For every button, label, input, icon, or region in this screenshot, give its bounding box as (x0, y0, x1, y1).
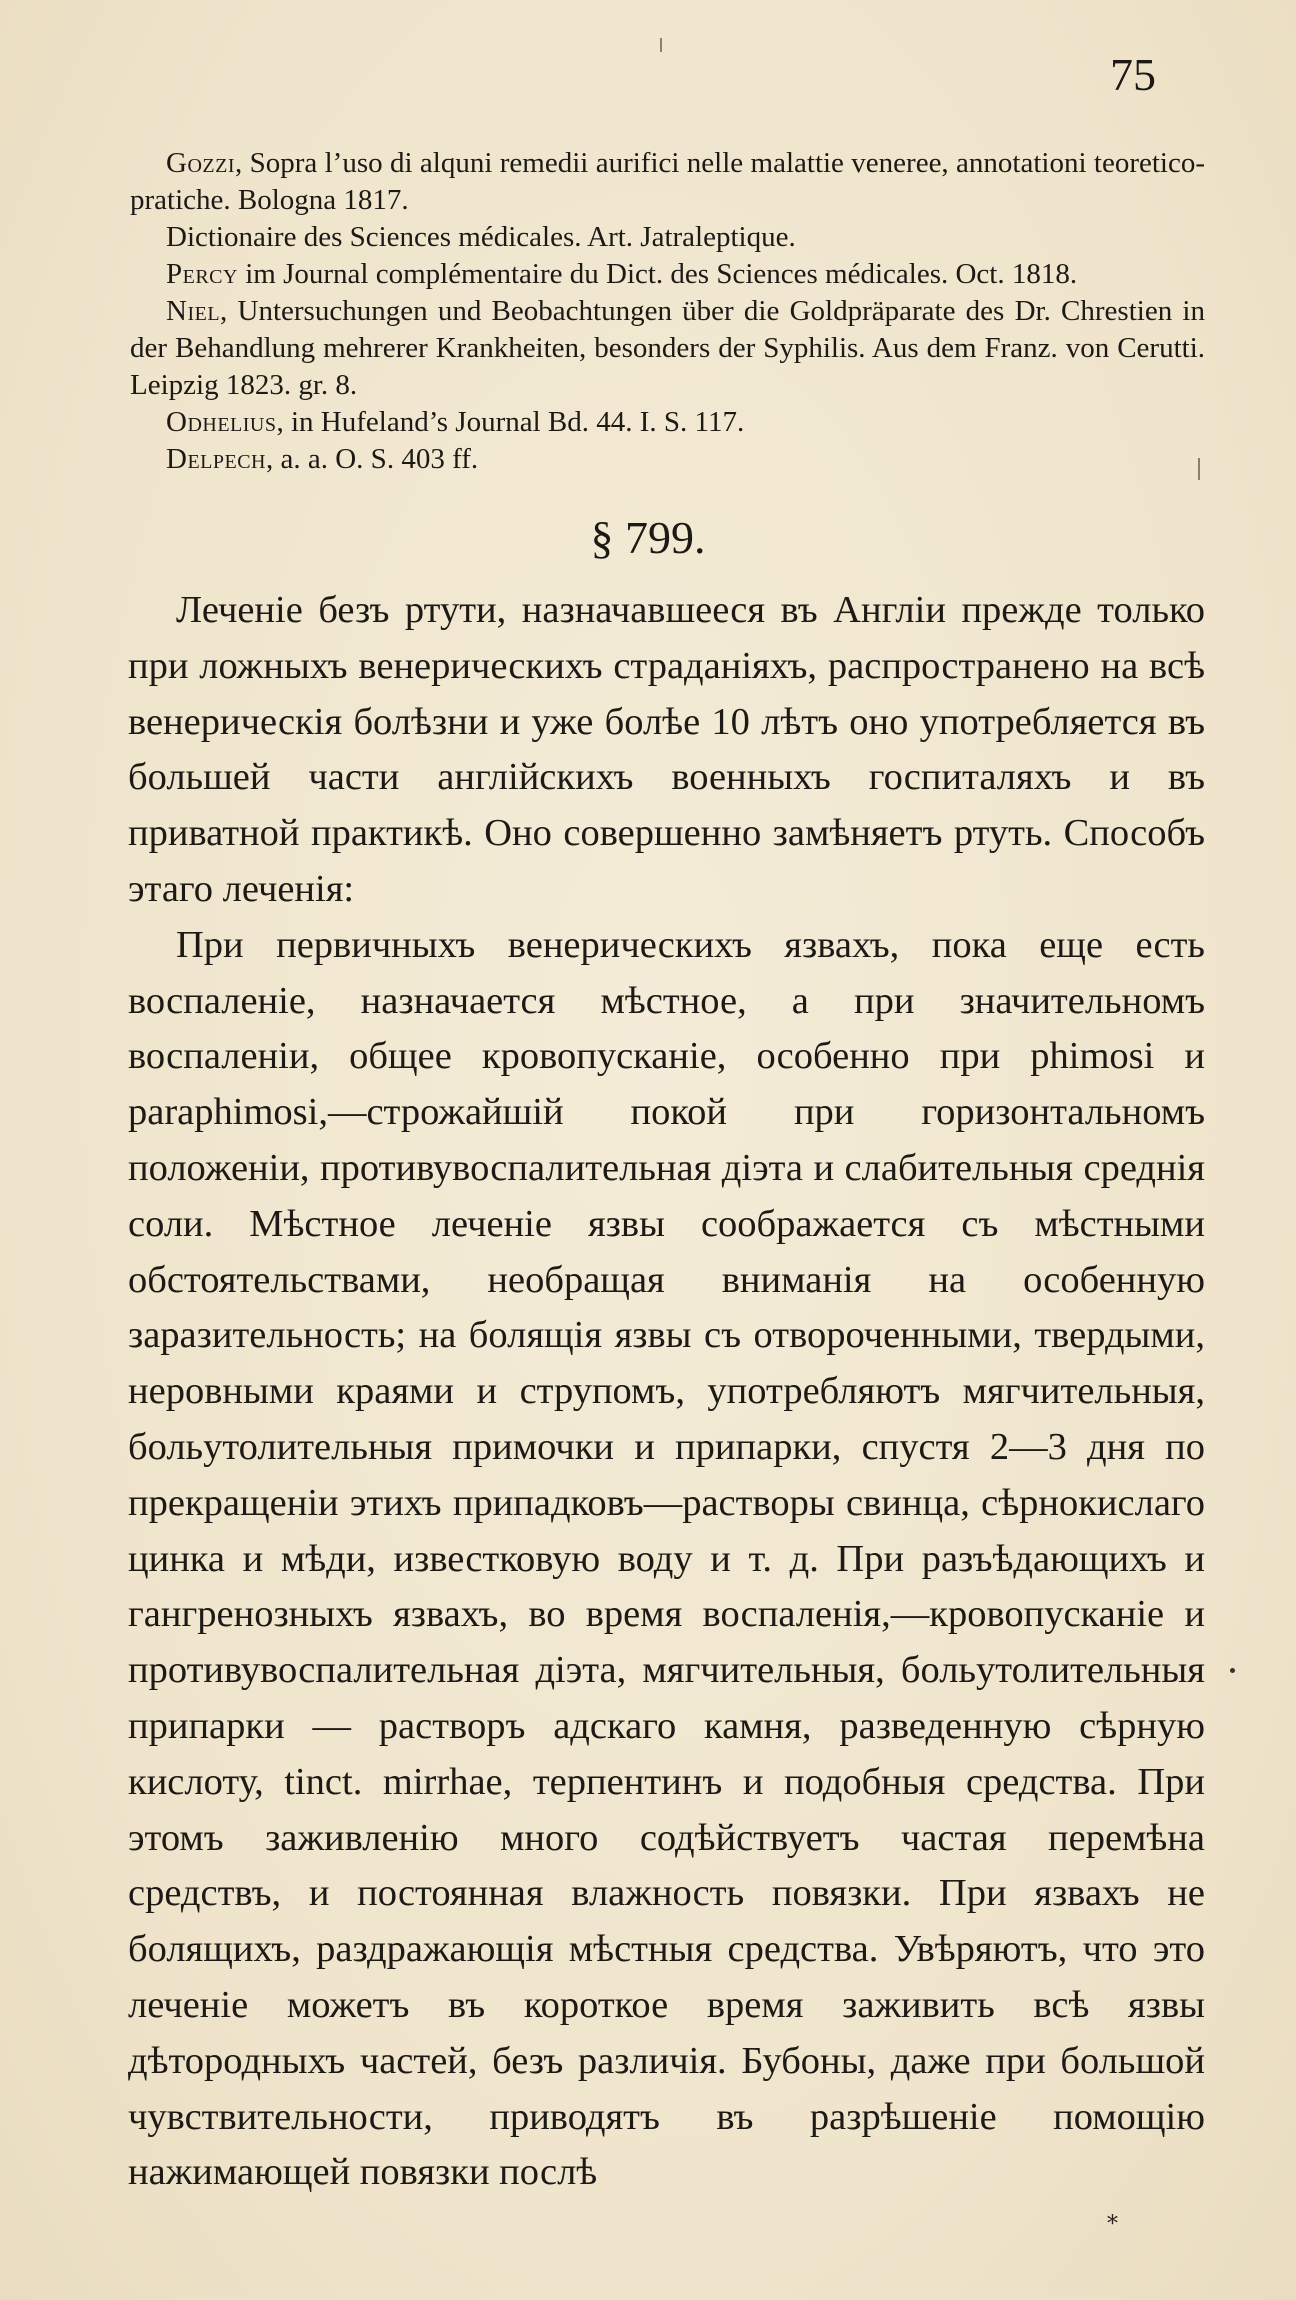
reference-entry (130, 256, 1205, 293)
reference-text: im Journal complémentaire du Dict. des Sciences médicales. Oct. 1818. (237, 258, 1078, 290)
reference-entry (130, 404, 1205, 441)
paragraph: При первичныхъ венерическихъ язвахъ, пока еще есть воспаленіе, назначается мѣстное, а при значительномъ воспаленіи, общее кровопусканіе, особенно при phimosi и paraphimosi,—строжайшій покой при горизонтальномъ положеніи, противувоспалительная діэта и слабительныя среднія соли. Мѣстное леченіе язвы соображается съ мѣстными обстоятельствами, необращая вниманія на особенную заразительность; на болящія язвы съ отвороченными, твердыми, неровными краями и струпомъ, употребляютъ мягчительныя, больутолительныя примочки и припарки, спустя 2—3 дня по прекращеніи этихъ припадковъ—растворы свинца, сѣрнокислаго цинка и мѣди, известковую воду и т. д. При разъѣдающихъ и гангренозныхъ язвахъ, во время воспаленія,—кровопусканіе и противувоспалительная діэта, мягчительныя, больутолительныя припарки — растворъ адскаго камня, разведенную сѣрную кислоту, tinct. mirrhae, терпентинъ и подобныя средства. При этомъ заживленію много содѣйствуетъ частая перемѣна средствъ, и постоянная влажность повязки. При язвахъ не болящихъ, раздражающія мѣстныя средства. Увѣряютъ, что это леченіе можетъ въ короткое время заживить всѣ язвы дѣтородныхъ частей, безъ различія. Бубоны, даже при большой чувствительности, приводятъ въ разрѣшеніе помощію нажимающей повязки послѣ (128, 923, 1205, 2194)
page-number: 75 (1110, 49, 1156, 100)
reference-text: , a. a. O. S. 403 ff. (266, 443, 479, 475)
reference-author: Delpech (166, 443, 266, 475)
section-heading: § 799. (590, 512, 706, 563)
paper-speck (1198, 458, 1200, 480)
footer-mark: * (1107, 2212, 1118, 2237)
reference-author: Niel (166, 295, 221, 327)
paper-speck (1230, 1668, 1235, 1673)
reference-author: Odhelius (166, 406, 277, 438)
reference-author: Percy (166, 258, 238, 290)
reference-text: , Untersuchungen und Beobachtungen über die Goldpräparate des Dr. Chrestien in der Behandlung mehrerer Krankheiten, besonders der Syphilis. Aus dem Franz. von Cerutti. Leipzig 1823. gr. 8. (130, 295, 1205, 401)
body-text (128, 583, 1205, 2201)
reference-text: Dictionaire des Sciences médicales. Art. Jatraleptique. (166, 221, 796, 253)
reference-entry (130, 219, 1205, 256)
reference-entry (130, 293, 1205, 404)
paper-speck (660, 38, 662, 52)
paragraph: Леченіе безъ ртути, назначавшееся въ Англіи прежде только при ложныхъ венерическихъ страданіяхъ, распространено на всѣ венерическія болѣзни и уже болѣе 10 лѣтъ оно употребляется въ большей части англійскихъ военныхъ госпиталяхъ и въ приватной практикѣ. Оно совершенно замѣняетъ ртуть. Способъ этаго леченія: (128, 589, 1205, 910)
reference-entry (130, 145, 1205, 219)
reference-text: , Sopra l’uso di alquni remedii aurifici nelle malattie veneree, annotationi teoretico-pratiche. Bologna 1817. (130, 147, 1205, 216)
reference-text: , in Hufeland’s Journal Bd. 44. I. S. 117. (276, 406, 745, 438)
bibliography-list (130, 145, 1205, 478)
reference-entry (130, 441, 1205, 478)
reference-author: Gozzi (166, 147, 235, 179)
